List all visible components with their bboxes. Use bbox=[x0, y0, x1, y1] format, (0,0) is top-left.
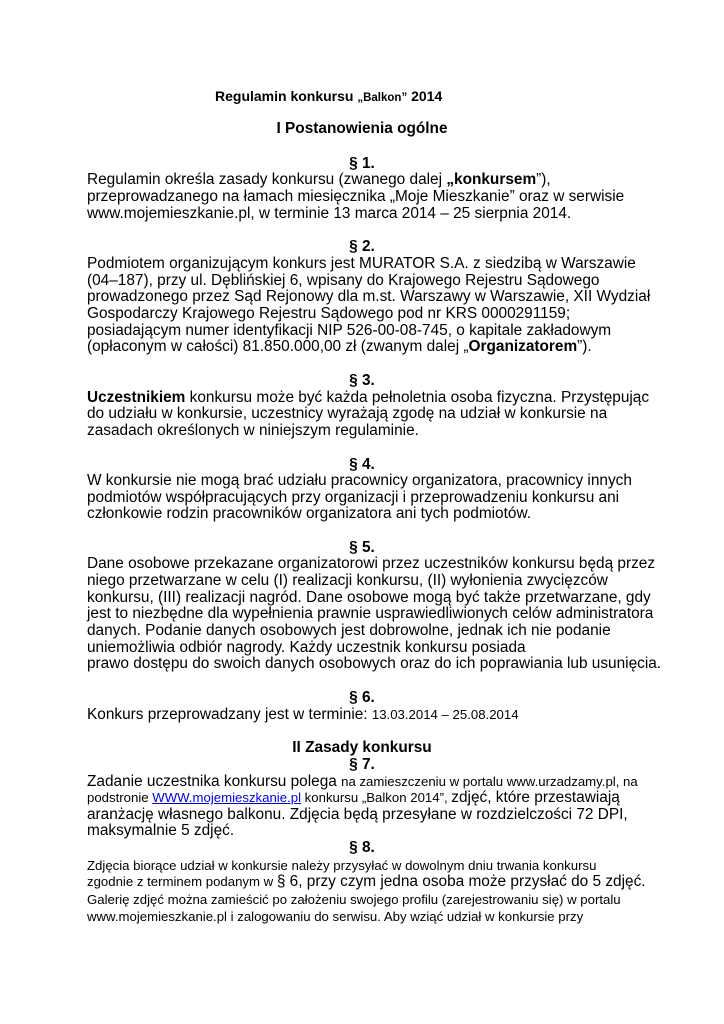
paragraph-text: Zadanie uczestnika konkursu polega na zamieszczeniu w portalu www.urzadzamy.pl, na bbox=[87, 773, 638, 790]
paragraph-text: podstronie WWW.mojemieszkanie.pl konkursu „Balkon 2014”, zdjęć, które przestawiają bbox=[87, 789, 620, 806]
paragraph-text: przeprowadzanego na łamach miesięcznika „Moje Mieszkanie” oraz w serwisie bbox=[87, 188, 625, 205]
paragraph-text: konkursu, (III) realizacji nagród. Dane osobowe mogą być także przetwarzane, gdy bbox=[87, 589, 651, 606]
paragraph-text: Gospodarczy Krajowego Rejestru Sądowego pod nr KRS 0000291159; bbox=[87, 305, 571, 322]
paragraph-text: członkowie rodzin pracowników organizatora ani tych podmiotów. bbox=[87, 505, 531, 522]
document-title: Regulamin konkursu „Balkon” 2014 bbox=[215, 88, 443, 104]
paragraph-text: Regulamin określa zasady konkursu (zwanego dalej „konkursem”), bbox=[87, 171, 551, 188]
paragraph-text: W konkursie nie mogą brać udziału pracownicy organizatora, pracownicy innych bbox=[87, 472, 632, 489]
paragraph-text: niego przetwarzane w celu (I) realizacji konkursu, (II) wyłonienia zwycięzców bbox=[87, 572, 608, 589]
paragraph-number: § 4. bbox=[349, 456, 375, 473]
paragraph-text: jest to niezbędne dla wypełnienia prawnie usprawiedliwionych celów administratora bbox=[87, 605, 654, 622]
paragraph-text: prowadzonego przez Sąd Rejonowy dla m.st. Warszawy w Warszawie, XII Wydział bbox=[87, 288, 651, 305]
paragraph-text: Zdjęcia biorące udział w konkursie należy przysyłać w dowolnym dniu trwania konkursu bbox=[87, 858, 597, 873]
paragraph-text: do udziału w konkursie, uczestnicy wyrażają zgodę na udział w konkursie na bbox=[87, 405, 608, 422]
paragraph-text: podmiotów współpracujących przy organizacji i przeprowadzeniu konkursu ani bbox=[87, 489, 620, 506]
paragraph-number: § 5. bbox=[349, 539, 375, 556]
paragraph-number: § 6. bbox=[349, 689, 375, 706]
paragraph-text: www.mojemieszkanie.pl, w terminie 13 marca 2014 – 25 sierpnia 2014. bbox=[87, 205, 572, 222]
paragraph-text: maksymalnie 5 zdjęć. bbox=[87, 822, 235, 839]
paragraph-number: § 7. bbox=[349, 756, 375, 773]
paragraph-text: danych. Podanie danych osobowych jest dobrowolne, jednak ich nie podanie bbox=[87, 622, 611, 639]
paragraph-text: Uczestnikiem konkursu może być każda pełnoletnia osoba fizyczna. Przystępując bbox=[87, 389, 650, 406]
paragraph-text: posiadającym numer identyfikacji NIP 526-00-08-745, o kapitale zakładowym bbox=[87, 322, 612, 339]
paragraph-number: § 3. bbox=[349, 372, 375, 389]
paragraph-text: (opłaconym w całości) 81.850.000,00 zł (zwanym dalej „Organizatorem”). bbox=[87, 338, 592, 355]
paragraph-text: Galerię zdjęć można zamieścić po założeniu swojego profilu (zarejestrowaniu się) w portalu bbox=[87, 892, 621, 907]
paragraph-text: aranżację własnego balkonu. Zdjęcia będą przesyłane w rozdzielczości 72 DPI, bbox=[87, 806, 628, 823]
paragraph-number: § 1. bbox=[349, 155, 375, 172]
paragraph-text: prawo dostępu do swoich danych osobowych oraz do ich poprawiania lub usunięcia. bbox=[87, 655, 662, 672]
mojemieszkanie-link[interactable]: WWW.mojemieszkanie.pl bbox=[152, 790, 302, 805]
paragraph-text: Podmiotem organizującym konkurs jest MURATOR S.A. z siedzibą w Warszawie bbox=[87, 255, 636, 272]
section-heading: I Postanowienia ogólne bbox=[276, 120, 448, 137]
paragraph-text: www.mojemieszkanie.pl i zalogowaniu do serwisu. Aby wziąć udział w konkursie przy bbox=[87, 909, 584, 924]
paragraph-text: zgodnie z terminem podanym w § 6, przy czym jedna osoba może przysłać do 5 zdjęć. bbox=[87, 873, 646, 890]
paragraph-text: uniemożliwia odbiór nagrody. Każdy uczestnik konkursu posiada bbox=[87, 639, 526, 656]
section-heading: II Zasady konkursu bbox=[292, 739, 432, 756]
paragraph-text: Dane osobowe przekazane organizatorowi przez uczestników konkursu będą przez bbox=[87, 555, 656, 572]
paragraph-text: (04–187), przy ul. Dęblińskiej 6, wpisany do Krajowego Rejestru Sądowego bbox=[87, 272, 600, 289]
paragraph-number: § 8. bbox=[349, 839, 375, 856]
paragraph-text: Konkurs przeprowadzany jest w terminie: 13.03.2014 – 25.08.2014 bbox=[87, 706, 519, 723]
paragraph-number: § 2. bbox=[349, 238, 375, 255]
paragraph-text: zasadach określonych w niniejszym regulaminie. bbox=[87, 422, 419, 439]
